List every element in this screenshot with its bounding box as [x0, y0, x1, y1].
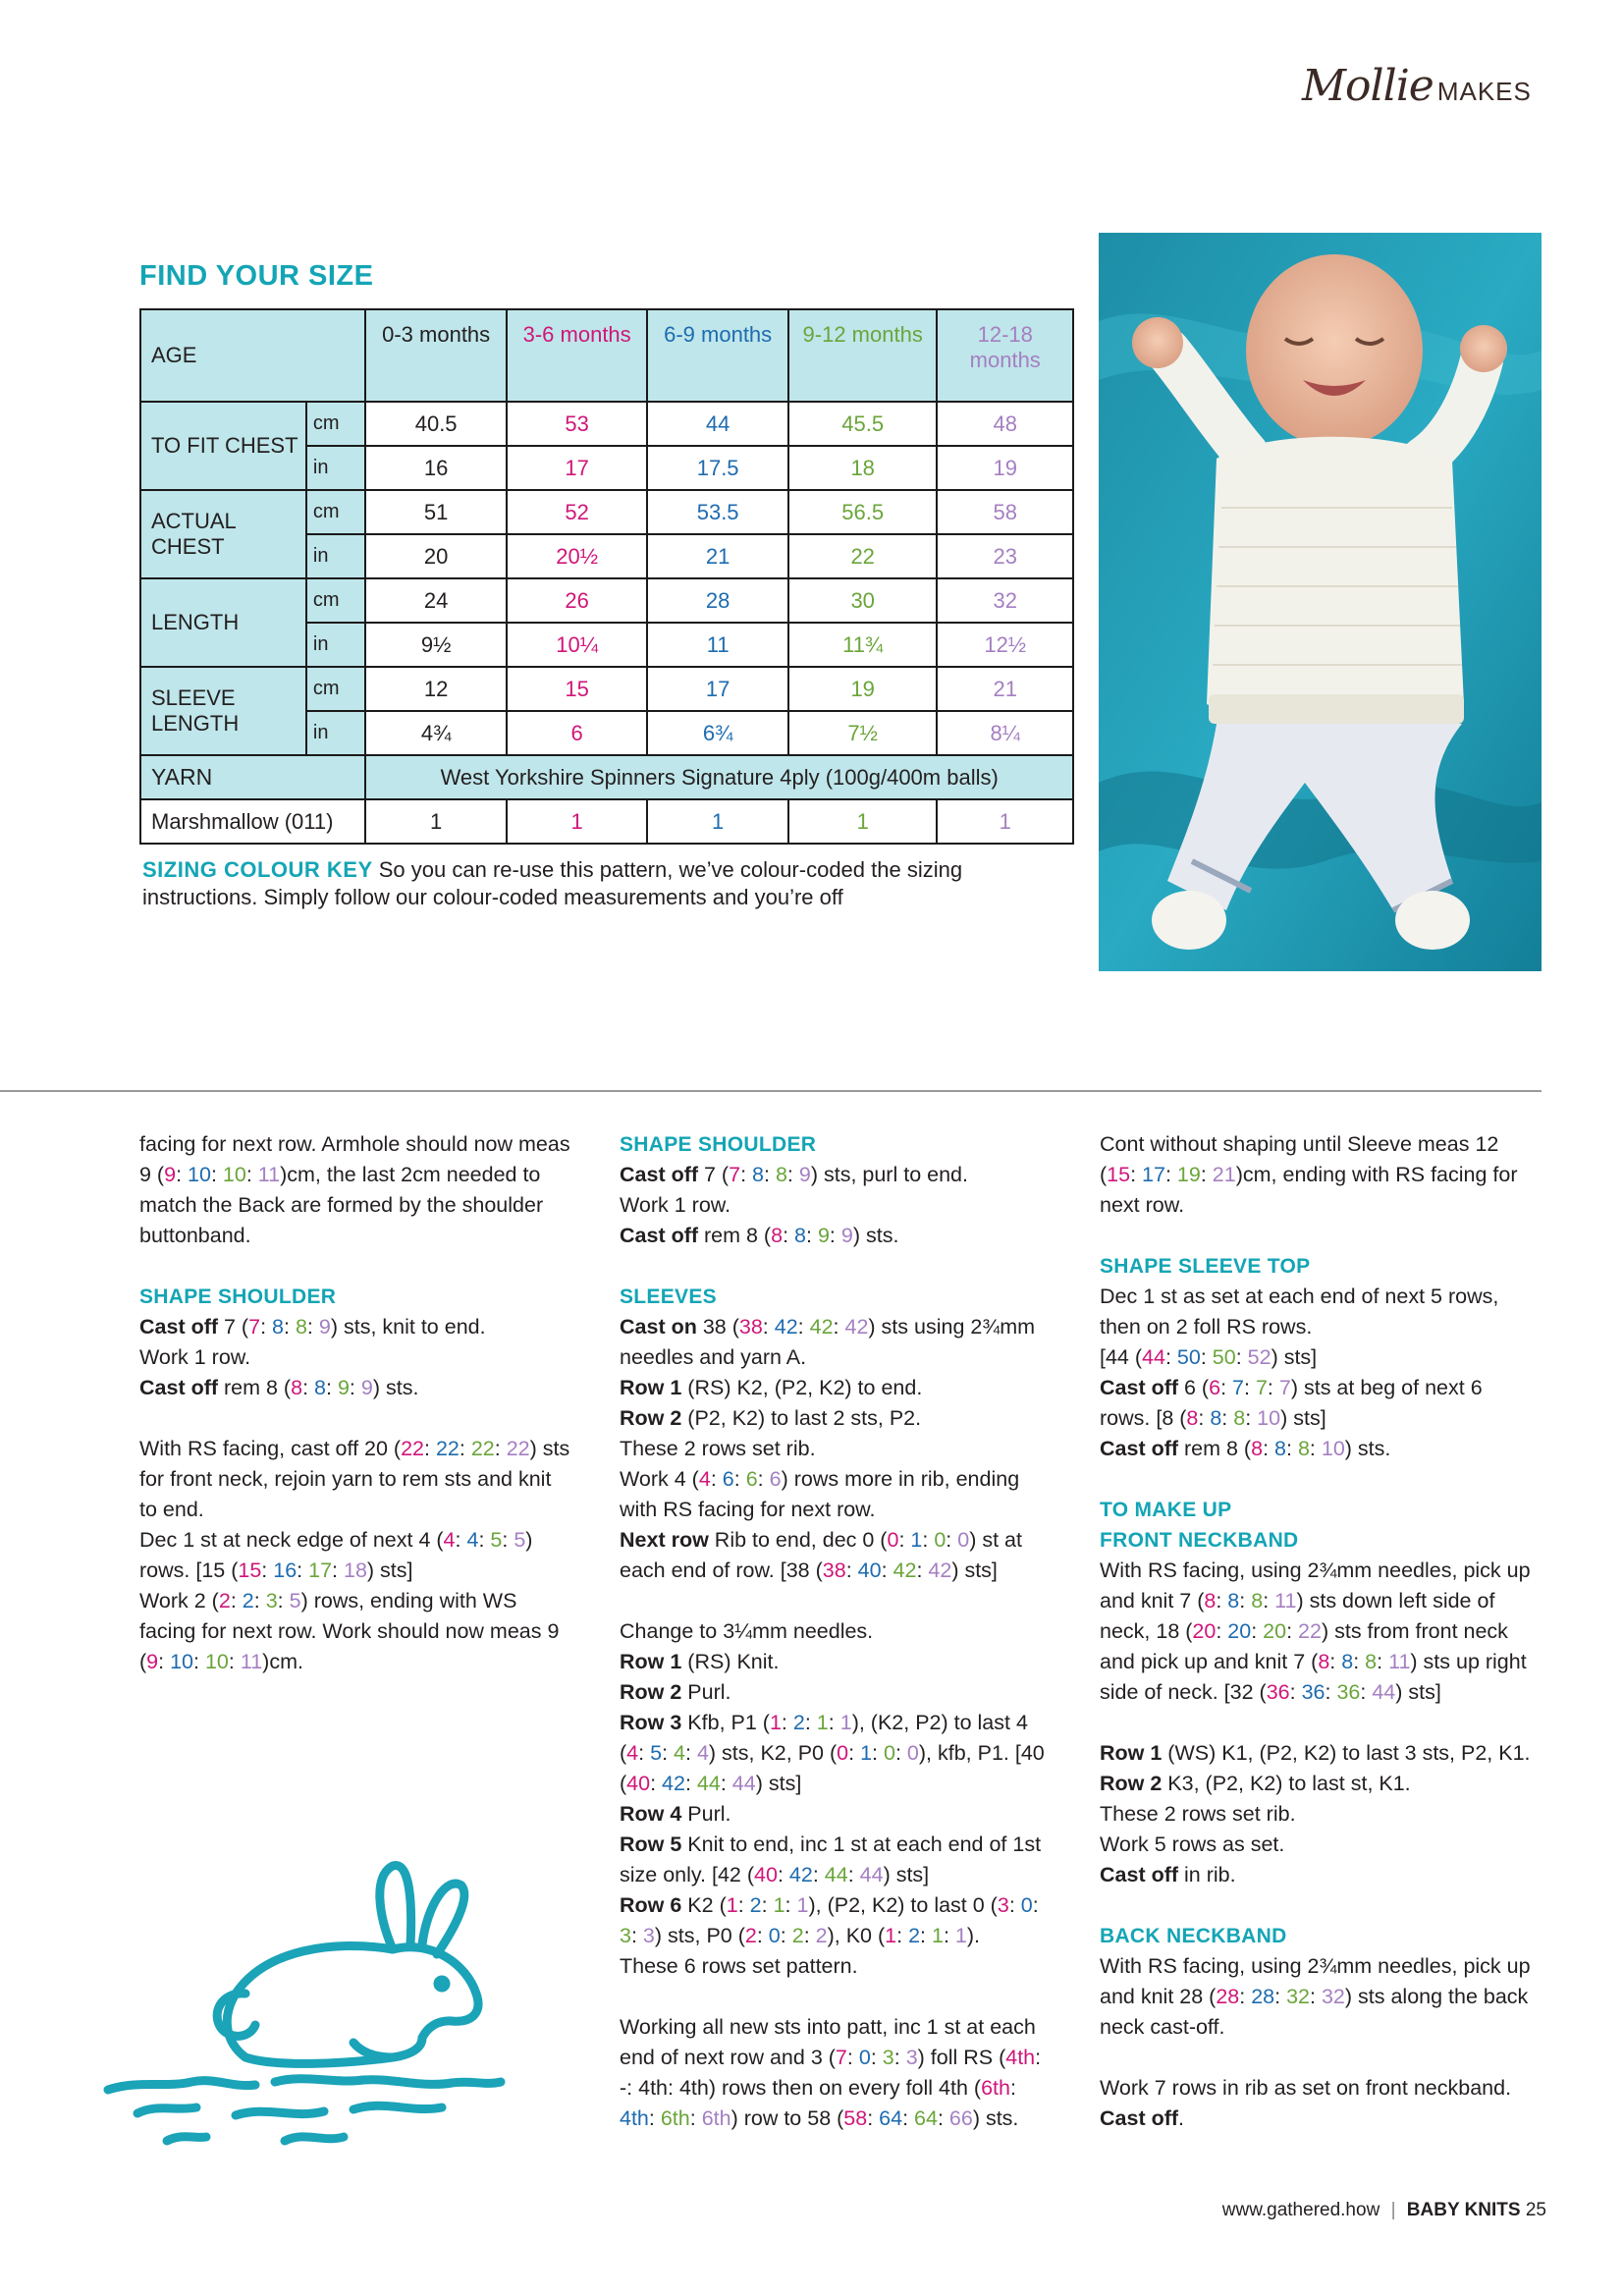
- table-cell: 12½: [937, 623, 1073, 667]
- unit-label: in: [306, 711, 365, 755]
- pattern-text: Row 3 Kfb, P1 (1: 2: 1: 1), (K2, P2) to last 4 (4: 5: 4: 4) sts, K2, P0 (0: 1: 0: 0), kfb, P1. [40 (40: 42: 44: 44) sts]: [620, 1711, 1045, 1795]
- table-cell: 11: [647, 623, 788, 667]
- row-label: TO FIT CHEST: [140, 402, 306, 490]
- size-header: 6-9 months: [647, 309, 788, 402]
- pattern-text: With RS facing, using 2¾mm needles, pick up and knit 28 (28: 28: 32: 32) sts along the back neck cast-off.: [1100, 1954, 1531, 2039]
- brand-logo: [1302, 61, 1542, 120]
- row-label: LENGTH: [140, 578, 306, 667]
- pattern-text: facing for next row. Armhole should now meas 9 (9: 10: 10: 11)cm, the last 2cm needed to match the Back are formed by the shoulder buttonband.: [139, 1132, 570, 1247]
- table-cell: 32: [937, 578, 1073, 623]
- table-cell: 51: [365, 490, 507, 534]
- shade-row: [140, 799, 1073, 844]
- key-text: So you can re-use this pattern, we’ve colour-coded the sizing instructions. Simply follow our colour-coded measurements and you’re off: [142, 857, 963, 909]
- unit-label: cm: [306, 578, 365, 623]
- table-cell: 1: [937, 799, 1073, 844]
- table-cell: 23: [937, 534, 1073, 578]
- unit-label: cm: [306, 402, 365, 446]
- table-cell: 26: [507, 578, 648, 623]
- table-cell: 19: [788, 667, 938, 711]
- table-cell: 44: [647, 402, 788, 446]
- table-cell: 1: [788, 799, 938, 844]
- brand-word: MAKES: [1436, 77, 1532, 106]
- pattern-text: Working all new sts into patt, inc 1 st at each end of next row and 3 (7: 0: 3: 3) foll RS (4th: -: 4th: 4th) rows then on every foll 4th (6th: 4th: 6th: 6th) row to 58 (58: 64: 64: 66) sts.: [620, 2015, 1042, 2130]
- pattern-text: Cast off rem 8 (8: 8: 9: 9) sts.: [620, 1224, 899, 1247]
- table-cell: 6¾: [647, 711, 788, 755]
- table-cell: 17: [507, 446, 648, 490]
- footer-separator: |: [1390, 2200, 1396, 2220]
- pattern-text: Cast off rem 8 (8: 8: 8: 10) sts.: [1100, 1437, 1391, 1460]
- table-cell: 21: [647, 534, 788, 578]
- table-cell: 18: [788, 446, 938, 490]
- section-heading: SHAPE SHOULDER: [620, 1133, 817, 1156]
- pattern-text: These 2 rows set rib.: [620, 1437, 816, 1460]
- shade-label: Marshmallow (011): [140, 799, 365, 844]
- pattern-column-2: [620, 1129, 1052, 2134]
- pattern-text: Row 1 (RS) K2, (P2, K2) to end.: [620, 1376, 923, 1399]
- table-cell: 48: [937, 402, 1073, 446]
- pattern-text: Cast on 38 (38: 42: 42: 42) sts using 2¾mm needles and yarn A.: [620, 1315, 1036, 1369]
- pattern-text: Work 4 (4: 6: 6: 6) rows more in rib, ending with RS facing for next row.: [620, 1467, 1020, 1521]
- table-cell: 19: [937, 446, 1073, 490]
- pattern-text: Cast off in rib.: [1100, 1863, 1236, 1886]
- pattern-text: Work 1 row.: [620, 1193, 731, 1217]
- size-header: 12-18 months: [937, 309, 1073, 402]
- table-cell: 52: [507, 490, 648, 534]
- table-row: [140, 490, 1073, 534]
- size-header: 0-3 months: [365, 309, 507, 402]
- table-cell: 56.5: [788, 490, 938, 534]
- unit-label: in: [306, 446, 365, 490]
- pattern-text: With RS facing, cast off 20 (22: 22: 22: 22) sts for front neck, rejoin yarn to rem sts and knit to end.: [139, 1437, 570, 1521]
- table-cell: 4¾: [365, 711, 507, 755]
- brand-script: Mollie: [1302, 61, 1434, 111]
- yarn-label: YARN: [140, 755, 365, 799]
- table-cell: 10¼: [507, 623, 648, 667]
- section-heading: SHAPE SHOULDER: [139, 1285, 337, 1308]
- size-table: [139, 308, 1074, 845]
- unit-label: in: [306, 623, 365, 667]
- table-cell: 30: [788, 578, 938, 623]
- pattern-text: Dec 1 st at neck edge of next 4 (4: 4: 5: 5) rows. [15 (15: 16: 17: 18) sts]: [139, 1528, 533, 1582]
- pattern-text: With RS facing, using 2¾mm needles, pick up and knit 7 (8: 8: 8: 11) sts down left side of neck, 18 (20: 20: 20: 22) sts from front neck and pick up and knit 7 (8: 8: 8: 11) sts up right side of neck. [32 (36: 36: 36: 44) sts]: [1100, 1558, 1531, 1704]
- pattern-text: Dec 1 st as set at each end of next 5 rows, then on 2 foll RS rows.: [1100, 1285, 1499, 1339]
- table-cell: 21: [937, 667, 1073, 711]
- pattern-text: Cast off 7 (7: 8: 8: 9) sts, purl to end.: [620, 1163, 968, 1186]
- table-cell: 1: [647, 799, 788, 844]
- table-cell: 17: [647, 667, 788, 711]
- table-cell: 22: [788, 534, 938, 578]
- footer-url[interactable]: www.gathered.how: [1221, 2200, 1380, 2220]
- pattern-text: Row 2 (P2, K2) to last 2 sts, P2.: [620, 1406, 922, 1430]
- pattern-text: Cast off 7 (7: 8: 8: 9) sts, knit to end.: [139, 1315, 486, 1339]
- pattern-column-3: [1100, 1129, 1532, 2134]
- pattern-text: Cast off.: [1100, 2106, 1185, 2130]
- table-cell: 24: [365, 578, 507, 623]
- table-row: [140, 578, 1073, 623]
- row-label: ACTUAL CHEST: [140, 490, 306, 578]
- unit-label: in: [306, 534, 365, 578]
- yarn-row: [140, 755, 1073, 799]
- table-cell: 8¼: [937, 711, 1073, 755]
- pattern-text: These 2 rows set rib.: [1100, 1802, 1296, 1826]
- size-header: 9-12 months: [788, 309, 938, 402]
- table-cell: 16: [365, 446, 507, 490]
- table-header-row: [140, 309, 1073, 402]
- pattern-text: Cont without shaping until Sleeve meas 12 (15: 17: 19: 21)cm, ending with RS facing for next row.: [1100, 1132, 1518, 1217]
- table-row: [140, 667, 1073, 711]
- section-heading: BACK NECKBAND: [1100, 1925, 1287, 1947]
- pattern-text: Row 2 Purl.: [620, 1680, 731, 1704]
- table-cell: 9½: [365, 623, 507, 667]
- pattern-text: Work 1 row.: [139, 1345, 251, 1369]
- table-cell: 40.5: [365, 402, 507, 446]
- table-cell: 17.5: [647, 446, 788, 490]
- section-divider: [0, 1090, 1542, 1092]
- pattern-text: Row 1 (WS) K1, (P2, K2) to last 3 sts, P2, K1.: [1100, 1741, 1531, 1765]
- pattern-text: Work 7 rows in rib as set on front neckband.: [1100, 2076, 1512, 2100]
- pattern-text: These 6 rows set pattern.: [620, 1954, 858, 1978]
- table-cell: 15: [507, 667, 648, 711]
- table-cell: 6: [507, 711, 648, 755]
- size-table-title: FIND YOUR SIZE: [139, 260, 374, 292]
- pattern-text: Row 6 K2 (1: 2: 1: 1), (P2, K2) to last 0 (3: 0: 3: 3) sts, P0 (2: 0: 2: 2), K0 (1: 2: 1: 1).: [620, 1893, 1039, 1947]
- pattern-text: Next row Rib to end, dec 0 (0: 1: 0: 0) st at each end of row. [38 (38: 40: 42: 42) sts]: [620, 1528, 1022, 1582]
- table-cell: 28: [647, 578, 788, 623]
- table-cell: 11¾: [788, 623, 938, 667]
- pattern-text: Work 5 rows as set.: [1100, 1832, 1285, 1856]
- row-label: SLEEVE LENGTH: [140, 667, 306, 755]
- table-cell: 58: [937, 490, 1073, 534]
- table-cell: 12: [365, 667, 507, 711]
- yarn-name: West Yorkshire Spinners Signature 4ply (100g/400m balls): [365, 755, 1073, 799]
- table-cell: 7½: [788, 711, 938, 755]
- baby-photo: [1099, 233, 1542, 971]
- pattern-text: Row 4 Purl.: [620, 1802, 731, 1826]
- table-cell: 45.5: [788, 402, 938, 446]
- section-heading: TO MAKE UP: [1100, 1499, 1232, 1521]
- table-row: [140, 402, 1073, 446]
- pattern-text: [44 (44: 50: 50: 52) sts]: [1100, 1345, 1318, 1369]
- table-cell: 53.5: [647, 490, 788, 534]
- pattern-text: Row 2 K3, (P2, K2) to last st, K1.: [1100, 1772, 1411, 1795]
- table-cell: 1: [365, 799, 507, 844]
- section-heading: FRONT NECKBAND: [1100, 1529, 1299, 1552]
- table-cell: 1: [507, 799, 648, 844]
- section-heading: SLEEVES: [620, 1285, 717, 1308]
- size-header: 3-6 months: [507, 309, 648, 402]
- table-cell: 53: [507, 402, 648, 446]
- key-heading: SIZING COLOUR KEY: [142, 857, 373, 882]
- page-number: 25: [1525, 2200, 1546, 2220]
- pattern-text: Row 5 Knit to end, inc 1 st at each end of 1st size only. [42 (40: 42: 44: 44) sts]: [620, 1832, 1042, 1886]
- pattern-text: Cast off 6 (6: 7: 7: 7) sts at beg of next 6 rows. [8 (8: 8: 8: 10) sts]: [1100, 1376, 1483, 1430]
- pattern-text: Cast off rem 8 (8: 8: 9: 9) sts.: [139, 1376, 419, 1399]
- unit-label: cm: [306, 667, 365, 711]
- pattern-text: Change to 3¼mm needles.: [620, 1619, 874, 1643]
- section-heading: SHAPE SLEEVE TOP: [1100, 1255, 1311, 1278]
- pattern-text: Work 2 (2: 2: 3: 5) rows, ending with WS facing for next row. Work should now meas 9 (9: 10: 10: 11)cm.: [139, 1589, 560, 1673]
- table-cell: 20: [365, 534, 507, 578]
- footer-magazine: BABY KNITS: [1406, 2200, 1521, 2220]
- pattern-column-1: [139, 1129, 571, 1677]
- unit-label: cm: [306, 490, 365, 534]
- pattern-text: Row 1 (RS) Knit.: [620, 1650, 780, 1673]
- age-label: AGE: [140, 309, 365, 402]
- table-cell: 20½: [507, 534, 648, 578]
- sizing-colour-key: [142, 856, 1026, 911]
- page-footer: [1217, 2200, 1546, 2221]
- rabbit-illustration: [98, 1846, 530, 2170]
